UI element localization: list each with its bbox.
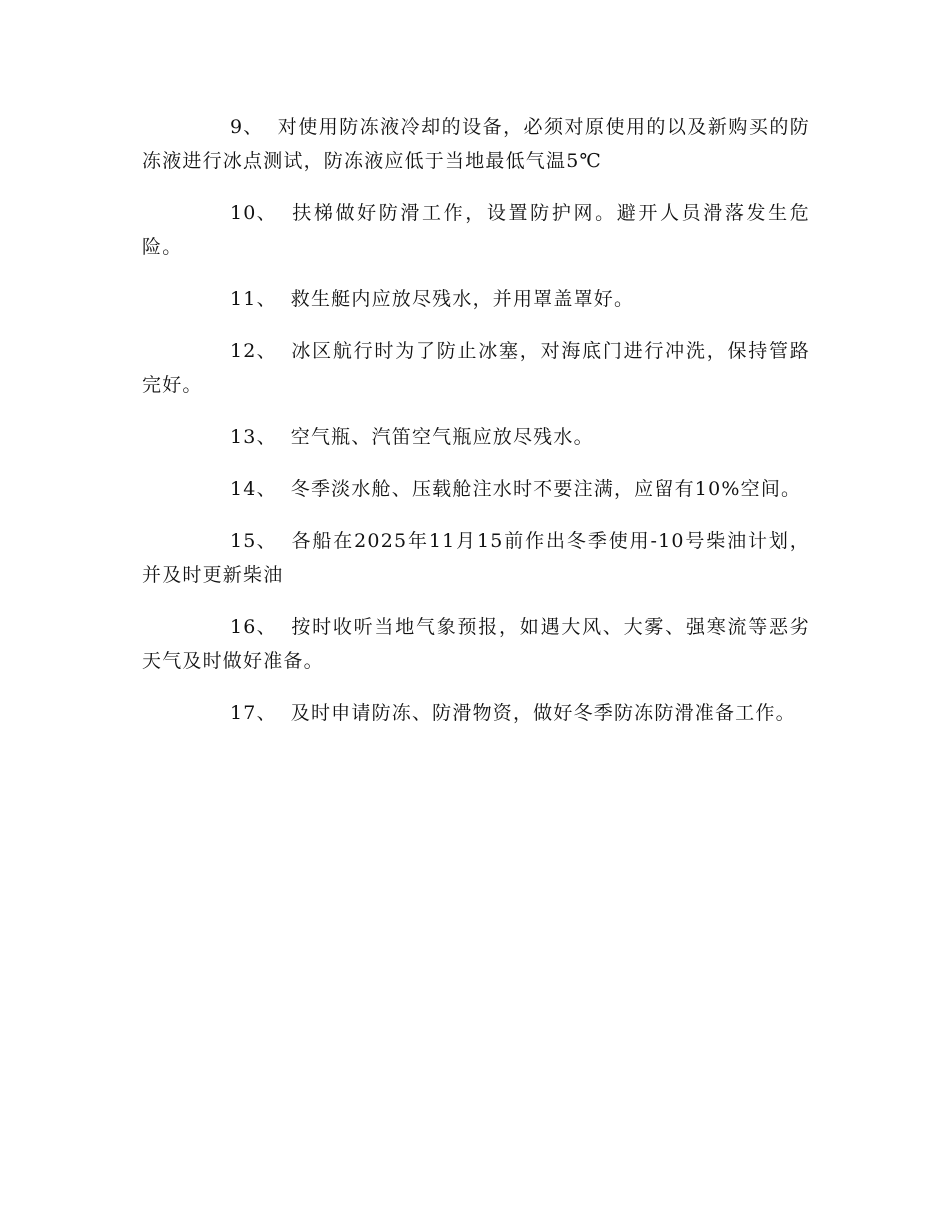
list-item <box>142 282 810 316</box>
document-body <box>142 110 810 748</box>
item-text: 各船在2025年11月15前作出冬季使用-10号柴油计划，并及时更新柴油 <box>142 530 810 586</box>
item-number: 9、 <box>230 116 264 138</box>
item-number: 17、 <box>230 702 277 724</box>
item-number: 10、 <box>230 202 277 224</box>
list-item <box>142 472 810 506</box>
item-number: 13、 <box>230 426 277 448</box>
list-item <box>142 524 810 592</box>
list-item <box>142 196 810 264</box>
list-item <box>142 334 810 402</box>
list-item <box>142 110 810 178</box>
item-number: 11、 <box>230 288 277 310</box>
item-number: 14、 <box>230 478 277 500</box>
item-text: 冬季淡水舱、压载舱注水时不要注满，应留有10%空间。 <box>290 478 802 500</box>
item-number: 16、 <box>230 616 277 638</box>
list-item <box>142 610 810 678</box>
item-number: 12、 <box>230 340 277 362</box>
item-text: 对使用防冻液冷却的设备，必须对原使用的以及新购买的防冻液进行冰点测试，防冻液应低于当地最低气温5℃ <box>142 116 810 172</box>
item-number: 15、 <box>230 530 277 552</box>
item-text: 空气瓶、汽笛空气瓶应放尽残水。 <box>290 426 594 448</box>
item-text: 救生艇内应放尽残水，并用罩盖罩好。 <box>290 288 635 310</box>
list-item <box>142 420 810 454</box>
list-item <box>142 696 810 730</box>
item-text: 扶梯做好防滑工作，设置防护网。避开人员滑落发生危险。 <box>142 202 810 258</box>
item-text: 按时收听当地气象预报，如遇大风、大雾、强寒流等恶劣天气及时做好准备。 <box>142 616 810 672</box>
item-text: 冰区航行时为了防止冰塞，对海底门进行冲洗，保持管路完好。 <box>142 340 810 396</box>
item-text: 及时申请防冻、防滑物资，做好冬季防冻防滑准备工作。 <box>290 702 796 724</box>
